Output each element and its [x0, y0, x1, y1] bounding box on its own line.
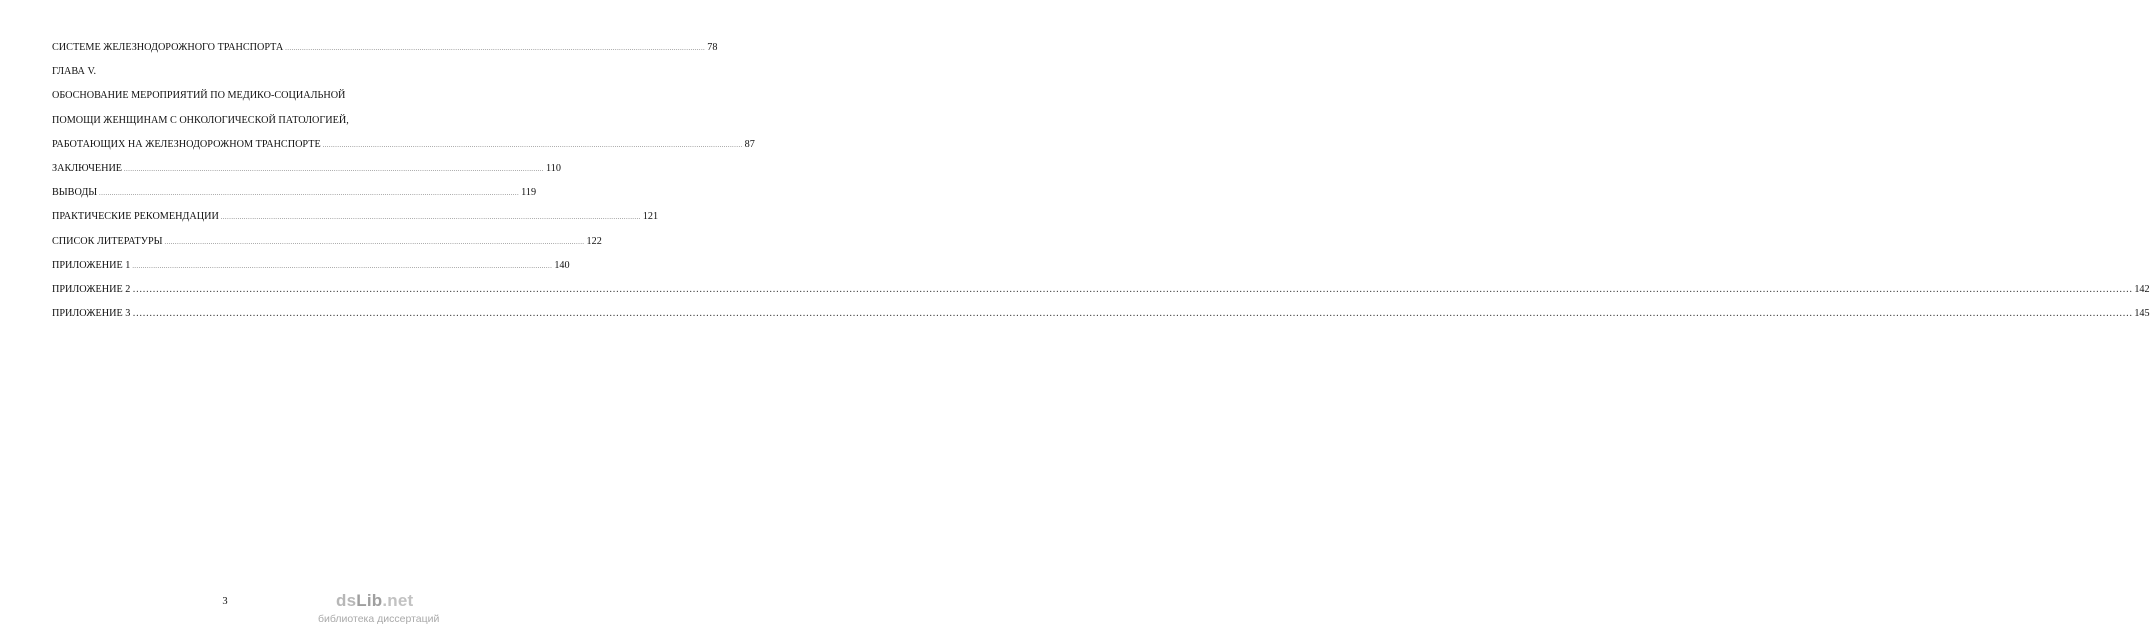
toc-entry-label: ПРИЛОЖЕНИЕ 3	[52, 308, 131, 320]
toc-entry-page: 110	[546, 162, 561, 174]
page-number: 3	[222, 596, 228, 607]
toc-entry	[52, 41, 718, 65]
toc-entry	[52, 283, 2150, 307]
toc-entry-label: ПРАКТИЧЕСКИЕ РЕКОМЕНДАЦИИ	[52, 211, 219, 223]
toc-entry	[52, 138, 755, 162]
watermark-logo-net: .net	[382, 591, 414, 610]
table-of-contents	[52, 41, 2150, 331]
toc-entry-label: ЗАКЛЮЧЕНИЕ	[52, 162, 123, 174]
toc-entry	[52, 259, 570, 283]
toc-entry-label: СПИСОК ЛИТЕРАТУРЫ	[52, 235, 163, 247]
toc-entry-row	[52, 210, 659, 225]
toc-entry	[52, 235, 602, 259]
watermark-tagline: библиотека диссертаций	[318, 613, 440, 625]
toc-entry-row	[52, 259, 570, 274]
toc-entry-page: 119	[521, 187, 537, 199]
toc-entry-page: 145	[2134, 308, 2150, 320]
toc-heading-text: ОБОСНОВАНИЕ МЕРОПРИЯТИЙ ПО МЕДИКО-СОЦИАЛЬНОЙ	[52, 90, 346, 102]
toc-dot-leader: ........................................................................................................................................................................................................	[322, 142, 743, 149]
toc-entry-label: ПРИЛОЖЕНИЕ 1	[52, 259, 131, 271]
toc-entry-row	[52, 307, 2150, 321]
toc-heading-line	[52, 89, 410, 113]
toc-entry-row	[52, 283, 2150, 297]
toc-dot-leader: ........................................................................................................................................................................................................	[124, 166, 545, 173]
toc-heading-text: ПОМОЩИ ЖЕНЩИНАМ С ОНКОЛОГИЧЕСКОЙ ПАТОЛОГИЕЙ,	[52, 114, 349, 126]
toc-entry-row	[52, 235, 602, 250]
watermark-logo	[336, 591, 413, 611]
toc-entry	[52, 162, 561, 186]
toc-entry-row	[52, 138, 755, 153]
toc-dot-leader: ........................................................................................................................................................................................................	[132, 263, 553, 270]
watermark-logo-ds: ds	[336, 591, 357, 610]
toc-heading-line	[52, 65, 410, 89]
watermark	[318, 591, 444, 631]
toc-dot-leader: ........................................................................................................................................................................................................	[99, 191, 520, 198]
toc-dot-leader: ……………………………………………………………………………………………………………………………………………………………………………………………………………………………………………………………………………………………………………………………………………………………………………………………………………………………………………………………………………………………………………………………………………………	[132, 283, 2133, 295]
toc-entry-label: РАБОТАЮЩИХ НА ЖЕЛЕЗНОДОРОЖНОМ ТРАНСПОРТЕ	[52, 138, 321, 150]
toc-entry-label: ПРИЛОЖЕНИЕ 2	[52, 283, 131, 295]
toc-entry-page: 122	[586, 235, 602, 247]
toc-heading-text: ГЛАВА V.	[52, 66, 97, 78]
toc-dot-leader: ........................................................................................................................................................................................................	[164, 239, 585, 246]
toc-entry	[52, 210, 659, 234]
toc-dot-leader: ……………………………………………………………………………………………………………………………………………………………………………………………………………………………………………………………………………………………………………………………………………………………………………………………………………………………………………………………………………………………………………………………………………………	[132, 308, 2133, 320]
toc-entry-page: 78	[707, 42, 718, 53]
toc-entry-page: 140	[554, 259, 570, 271]
toc-entry-page: 142	[2134, 283, 2150, 295]
toc-entry-label: СИСТЕМЕ ЖЕЛЕЗНОДОРОЖНОГО ТРАНСПОРТА	[52, 42, 284, 53]
toc-entry	[52, 186, 537, 210]
toc-entry-label: ВЫВОДЫ	[52, 187, 98, 199]
toc-entry-page: 87	[744, 138, 755, 150]
toc-entry-row	[52, 162, 561, 177]
toc-entry-row	[52, 186, 537, 201]
toc-dot-leader: ........................................................................................................................................................................................................	[285, 46, 706, 52]
toc-entry-page: 121	[642, 211, 659, 223]
toc-entry	[52, 307, 2150, 331]
toc-heading-line	[52, 114, 410, 138]
toc-dot-leader: ........................................................................................................................................................................................................	[220, 215, 641, 222]
toc-entry-row	[52, 41, 718, 56]
watermark-logo-lib: Lib	[356, 591, 383, 610]
